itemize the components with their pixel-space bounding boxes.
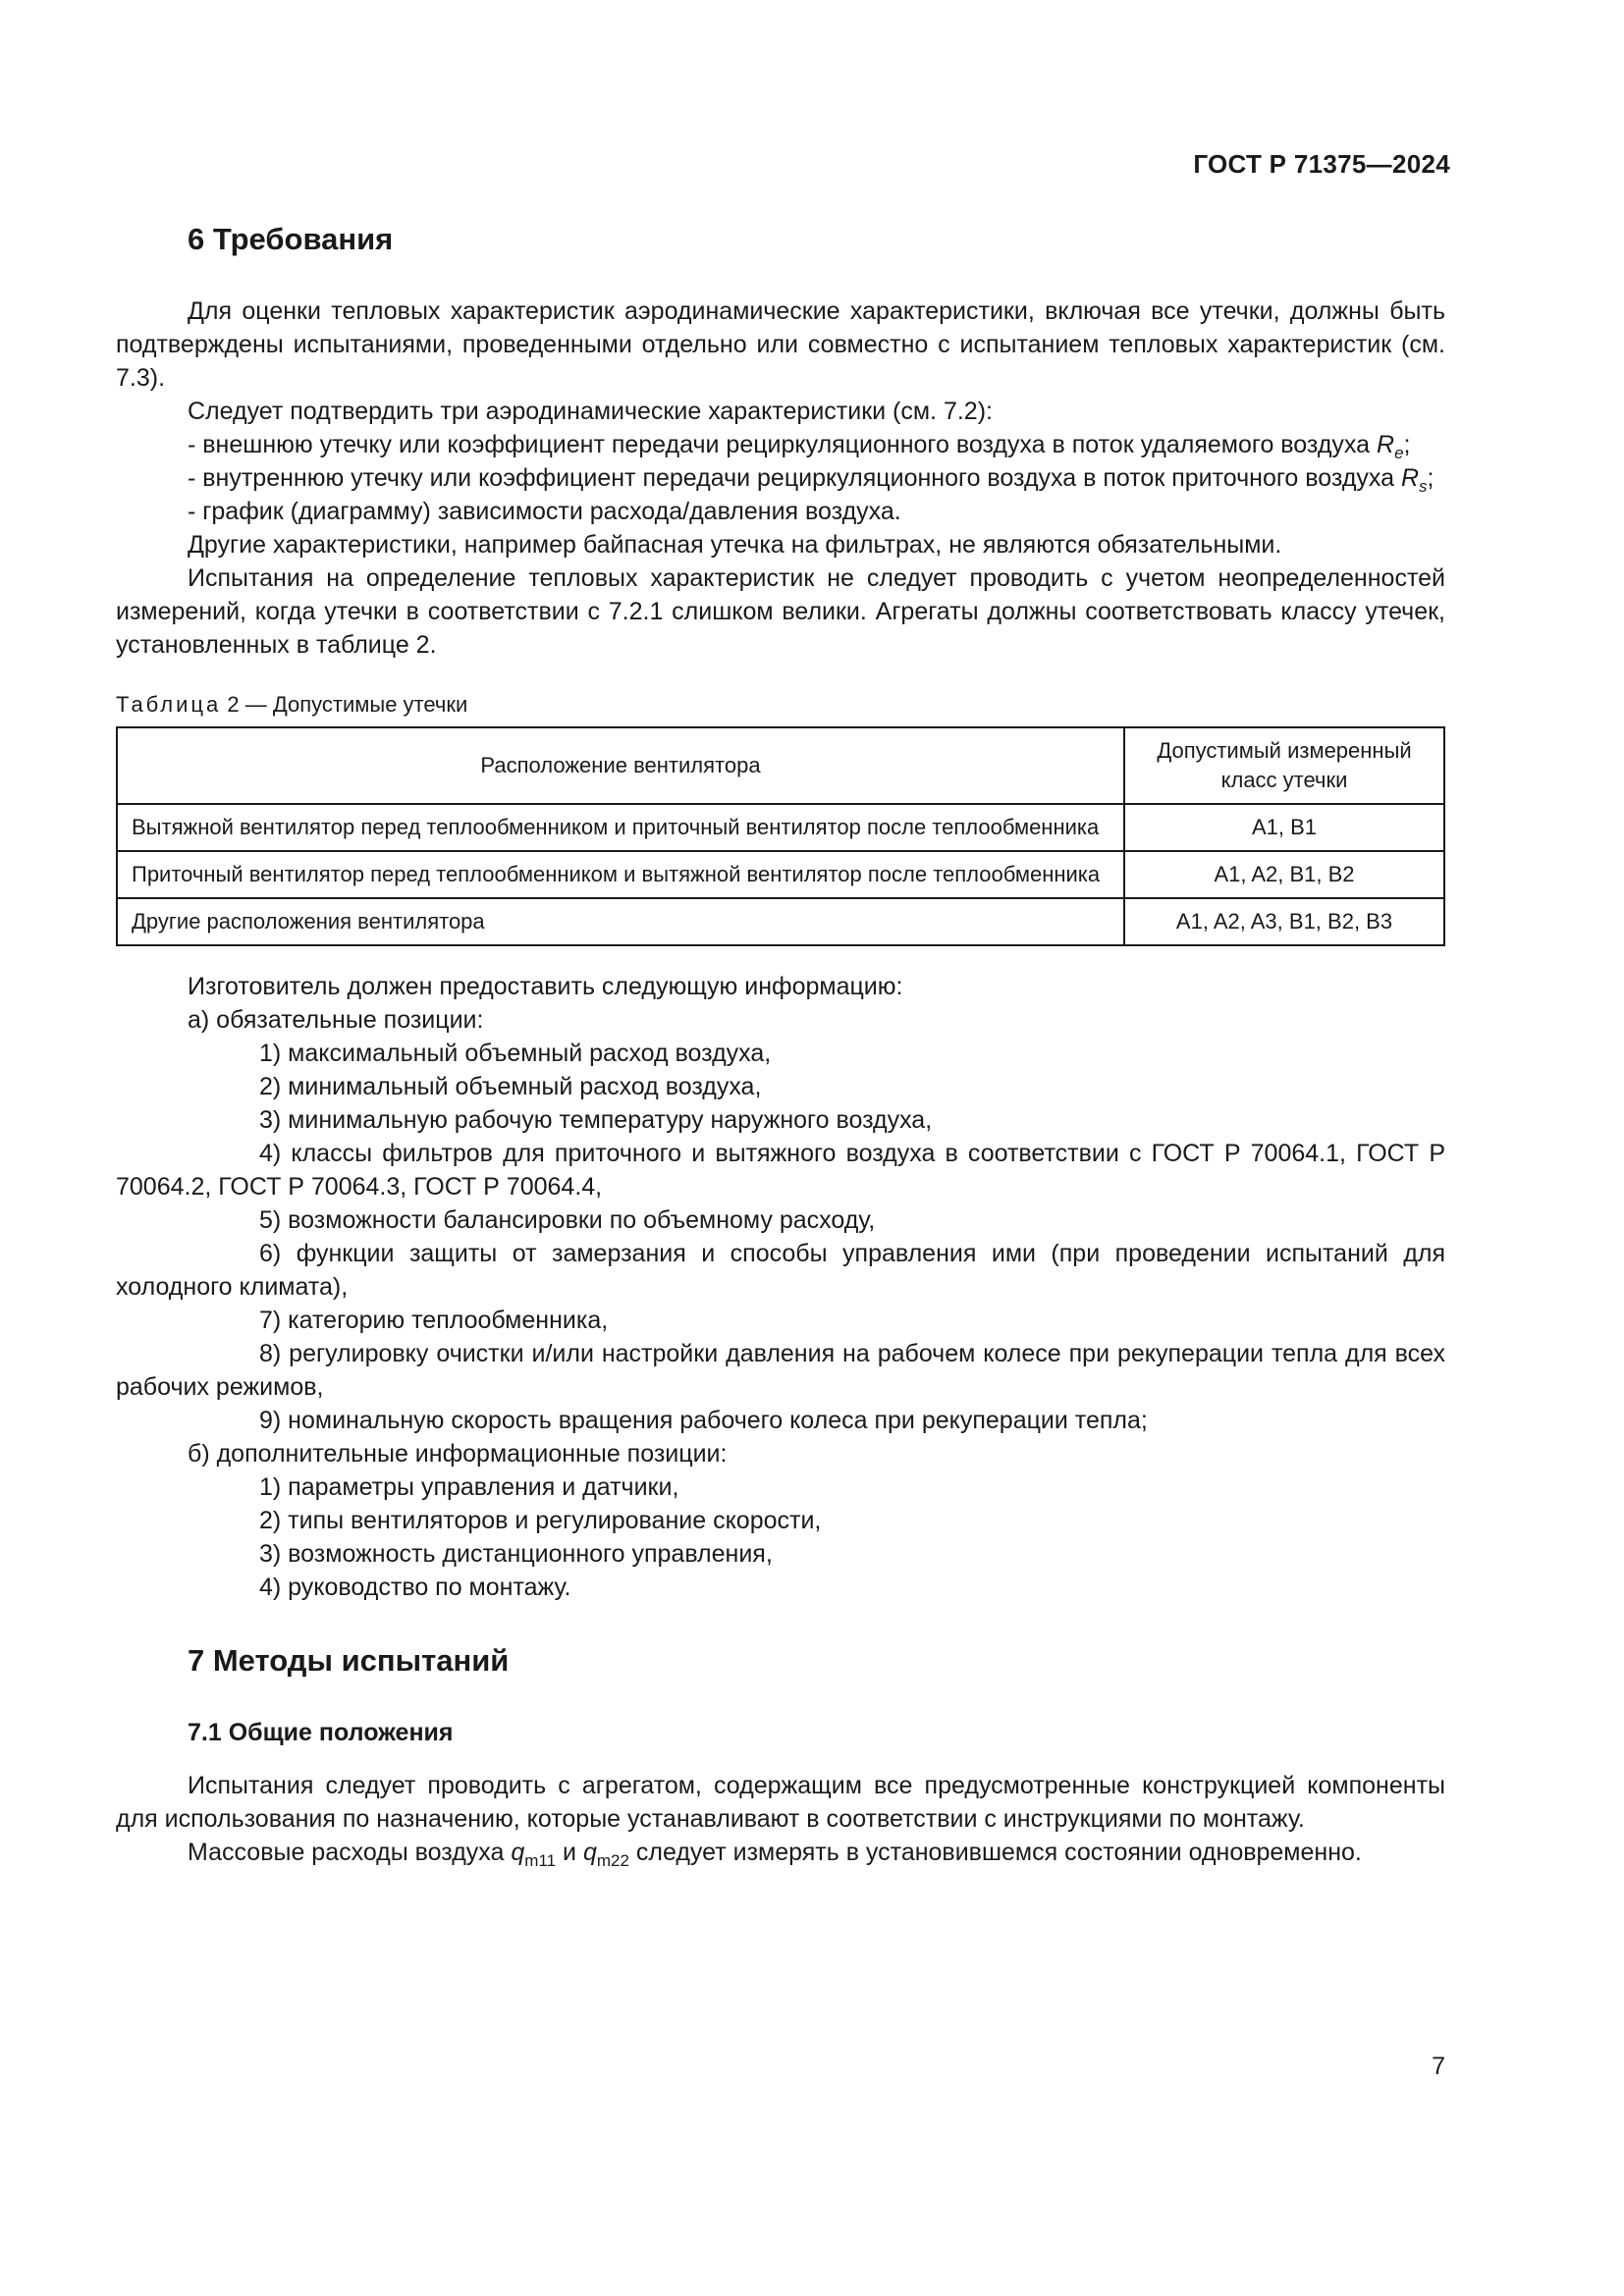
table-cell: Другие расположения вентилятора (117, 898, 1124, 945)
list-item: 6) функции защиты от замерзания и способы управления ими (при проведении испытаний для холодного климата), (116, 1240, 1445, 1301)
table-cell: A1, A2, A3, B1, B2, B3 (1124, 898, 1444, 945)
list-item: 2) минимальный объемный расход воздуха, (259, 1073, 762, 1100)
list-item: 7) категорию теплообменника, (259, 1307, 609, 1334)
list-item: 3) минимальную рабочую температуру наружного воздуха, (259, 1106, 933, 1134)
paragraph: Изготовитель должен предоставить следующую информацию: (188, 973, 903, 1000)
list-item: 4) руководство по монтажу. (259, 1574, 571, 1601)
subsection-7-1-heading: 7.1 Общие положения (188, 1719, 454, 1746)
bullet-item: - внутреннюю утечку или коэффициент передачи рециркуляционного воздуха в поток приточного воздуха $R_s$; (188, 464, 1435, 496)
list-item: 5) возможности балансировки по объемному расходу, (259, 1206, 876, 1234)
table-cell: Приточный вентилятор перед теплообменником и вытяжной вентилятор после теплообменника (117, 851, 1124, 898)
paragraph: Для оценки тепловых характеристик аэродинамические характеристики, включая все утечки, должны быть подтверждены испытаниями, проведенными отдельно или совместно с испытанием тепловых характеристик (см. 7.3). (116, 297, 1445, 392)
document-id: ГОСТ Р 71375—2024 (1193, 149, 1450, 179)
list-title: б) дополнительные информационные позиции: (188, 1440, 728, 1468)
paragraph: Другие характеристики, например байпасная утечка на фильтрах, не являются обязательными. (188, 531, 1282, 559)
paragraph: Массовые расходы воздуха $q_{m11}$ и $q_{m22}$ следует измерять в установившемся состоянии одновременно. (188, 1839, 1362, 1870)
table-row (117, 898, 1444, 945)
section-6-heading: 6 Требования (188, 222, 394, 256)
list-item: 4) классы фильтров для приточного и вытяжного воздуха в соответствии с ГОСТ Р 70064.1, ГОСТ Р 70064.2, ГОСТ Р 70064.3, ГОСТ Р 70064.4, (116, 1140, 1445, 1201)
table-cell: A1, B1 (1124, 804, 1444, 851)
table-cell: A1, A2, B1, B2 (1124, 851, 1444, 898)
list-title: а) обязательные позиции: (188, 1006, 484, 1034)
table-row (117, 851, 1444, 898)
list-item: 1) максимальный объемный расход воздуха, (259, 1040, 772, 1067)
bullet-item: - график (диаграмму) зависимости расхода/давления воздуха. (188, 498, 901, 525)
list-item: 3) возможность дистанционного управления, (259, 1540, 773, 1568)
paragraph: Испытания следует проводить с агрегатом, содержащим все предусмотренные конструкцией компоненты для использования по назначению, которые устанавливают в соответствии с инструкциями по монтажу. (116, 1772, 1445, 1833)
list-item: 8) регулировку очистки и/или настройки давления на рабочем колесе при рекуперации тепла для всех рабочих режимов, (116, 1340, 1445, 1401)
table-header-cell: Расположение вентилятора (117, 727, 1124, 804)
page-number: 7 (1432, 2053, 1445, 2080)
table-caption: Таблица 2 — Допустимые утечки (116, 692, 468, 717)
table-cell: Вытяжной вентилятор перед теплообменником и приточный вентилятор после теплообменника (117, 804, 1124, 851)
section-7-heading: 7 Методы испытаний (188, 1643, 510, 1678)
table-header-row (117, 727, 1444, 804)
bullet-item: - внешнюю утечку или коэффициент передачи рециркуляционного воздуха в поток удаляемого воздуха $R_e$; (188, 431, 1411, 462)
page-content (116, 220, 1445, 1869)
list-item: 2) типы вентиляторов и регулирование скорости, (259, 1507, 822, 1534)
list-item: 9) номинальную скорость вращения рабочего колеса при рекуперации тепла; (259, 1407, 1148, 1434)
table-header-cell: Допустимый измеренный класс утечки (1124, 727, 1444, 804)
paragraph: Испытания на определение тепловых характеристик не следует проводить с учетом неопределенностей измерений, когда утечки в соответствии с 7.2.1 слишком велики. Агрегаты должны соответствовать классу утечек, установленных в таблице 2. (116, 564, 1445, 659)
paragraph: Следует подтвердить три аэродинамические характеристики (см. 7.2): (188, 398, 993, 425)
table-row (117, 804, 1444, 851)
list-item: 1) параметры управления и датчики, (259, 1473, 679, 1501)
leakage-table (116, 726, 1445, 946)
